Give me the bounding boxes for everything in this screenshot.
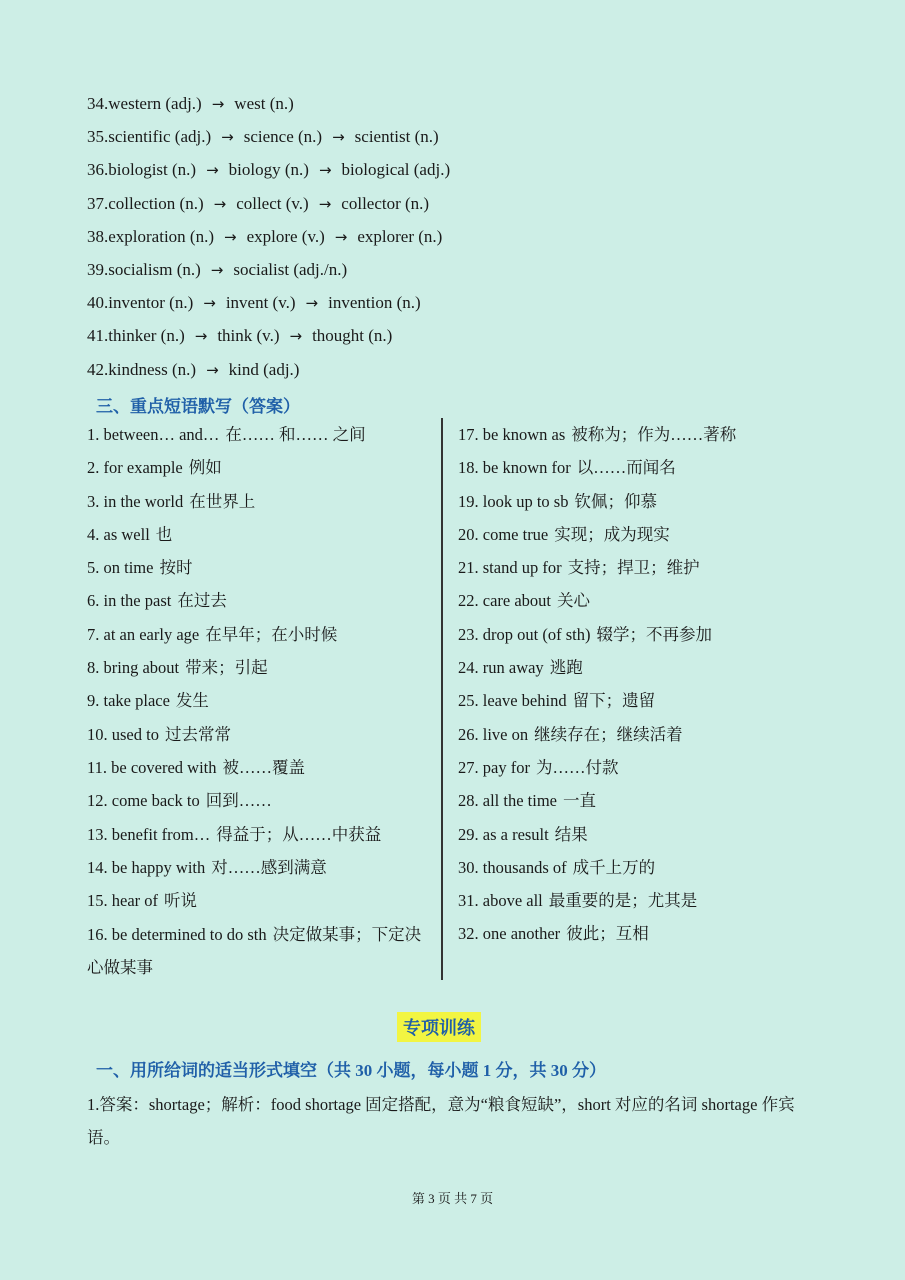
phrase-chinese: 留下；遗留 <box>572 691 656 711</box>
phrase-chinese: 决定做某事；下定决心做某事 <box>87 925 422 978</box>
word-form-term: thinker (n.) <box>108 326 185 346</box>
phrase-english: 1. between… and… <box>87 425 220 444</box>
word-form-term: socialism (n.) <box>108 260 201 279</box>
word-form-number: 40. <box>87 293 109 313</box>
arrow-icon: → <box>332 128 345 147</box>
arrow-icon: → <box>210 261 224 279</box>
arrow-icon: → <box>305 294 319 313</box>
phrase-english: 23. drop out (of sth) <box>458 624 591 644</box>
phrase-item <box>87 691 432 724</box>
phrase-item <box>458 492 878 525</box>
phrase-chinese: 一直 <box>562 791 596 811</box>
phrase-item <box>458 725 878 758</box>
phrase-chinese: 以……而闻名 <box>576 458 676 478</box>
word-form-term: scientific (adj.) <box>108 127 212 147</box>
phrase-chinese: 听说 <box>164 891 198 911</box>
exercise-section-title: 一、用所给词的适当形式填空（共 30 小题，每小题 1 分，共 30 分） <box>96 1061 606 1080</box>
word-form-term: collector (n.) <box>341 193 430 213</box>
phrase-item <box>458 625 878 658</box>
phrase-english: 8. bring about <box>87 658 180 678</box>
phrase-english: 9. take place <box>87 691 170 711</box>
phrase-chinese: 过去常常 <box>164 724 231 744</box>
phrase-english: 14. be happy with <box>87 857 206 877</box>
phrase-chinese: 彼此；互相 <box>566 924 649 944</box>
phrase-chinese: 结果 <box>554 824 588 844</box>
phrase-chinese: 为……付款 <box>535 757 619 777</box>
word-form-term: inventor (n.) <box>108 293 194 313</box>
section-title-key-phrases: 三、重点短语默写（答案） <box>96 397 300 416</box>
phrase-item <box>87 591 432 624</box>
phrase-chinese: 继续存在；继续活着 <box>534 724 683 744</box>
word-form-number: 34. <box>87 94 109 113</box>
phrase-english: 28. all the time <box>458 791 557 811</box>
phrase-item <box>458 458 878 491</box>
word-form-number: 41. <box>87 326 109 346</box>
phrase-english: 24. run away <box>458 658 544 678</box>
page-footer: 第 3 页 共 7 页 <box>411 1191 494 1206</box>
phrase-chinese: 钦佩；仰慕 <box>574 491 657 511</box>
phrase-chinese: 按时 <box>159 558 193 578</box>
phrase-english: 4. as well <box>87 524 150 544</box>
word-form-line <box>87 360 299 380</box>
word-form-term: biology (n.) <box>228 160 309 180</box>
phrases-left-column <box>87 425 432 984</box>
word-form-term: kindness (n.) <box>108 359 197 379</box>
phrase-item <box>87 918 432 984</box>
word-form-line <box>87 260 347 280</box>
phrase-chinese: 成千上万的 <box>572 857 656 877</box>
phrase-item <box>87 558 432 591</box>
word-form-line <box>87 227 442 247</box>
arrow-icon: → <box>206 360 219 379</box>
word-form-term: west (n.) <box>234 94 294 113</box>
word-form-line <box>87 293 421 313</box>
phrase-chinese: 发生 <box>175 691 209 711</box>
phrase-english: 13. benefit from… <box>87 824 211 844</box>
phrase-item <box>458 558 878 591</box>
phrase-english: 30. thousands of <box>458 857 567 877</box>
phrase-item <box>458 825 878 858</box>
phrase-english: 15. hear of <box>87 891 159 911</box>
phrase-chinese: 对……感到满意 <box>211 857 327 877</box>
phrase-chinese: 在…… 和…… 之间 <box>225 425 366 444</box>
phrase-english: 12. come back to <box>87 791 200 811</box>
phrase-chinese: 辍学；不再参加 <box>596 624 712 644</box>
word-form-term: kind (adj.) <box>228 359 300 379</box>
phrase-item <box>458 891 878 924</box>
phrase-item <box>87 525 432 558</box>
word-form-term: socialist (adj./n.) <box>233 260 348 279</box>
phrase-chinese: 在过去 <box>177 591 227 611</box>
arrow-icon: → <box>194 327 208 346</box>
phrase-chinese: 在早年；在小时候 <box>205 624 338 644</box>
word-form-line <box>87 194 429 214</box>
phrase-item <box>87 725 432 758</box>
phrase-item <box>87 825 432 858</box>
word-form-term: scientist (n.) <box>354 127 439 147</box>
arrow-icon: → <box>213 194 227 213</box>
word-form-term: think (v.) <box>217 326 280 346</box>
phrase-chinese: 关心 <box>557 591 590 611</box>
arrow-icon: → <box>206 161 219 180</box>
phrase-english: 26. live on <box>458 724 529 744</box>
phrase-english: 27. pay for <box>458 757 530 777</box>
arrow-icon: → <box>211 95 225 113</box>
phrase-item <box>87 658 432 691</box>
phrase-item <box>458 758 878 791</box>
phrase-item <box>87 758 432 791</box>
phrase-english: 10. used to <box>87 724 159 744</box>
word-form-number: 37. <box>87 193 109 213</box>
arrow-icon: → <box>221 128 234 147</box>
phrase-chinese: 支持；捍卫；维护 <box>567 558 700 578</box>
phrase-english: 17. be known as <box>458 425 566 444</box>
word-form-term: invention (n.) <box>328 293 421 313</box>
phrase-english: 5. on time <box>87 558 154 578</box>
word-form-term: western (adj.) <box>108 94 202 113</box>
phrase-item <box>458 525 878 558</box>
word-form-term: collection (n.) <box>108 193 204 213</box>
phrase-chinese: 在世界上 <box>189 491 256 511</box>
phrase-chinese: 最重要的是；尤其是 <box>548 891 698 911</box>
answer-1: 1.答案：shortage；解析：food shortage 固定搭配，意为“粮食短缺”，short 对应的名词 shortage 作宾语。 <box>87 1095 795 1147</box>
phrase-item <box>87 425 432 458</box>
word-form-term: science (n.) <box>243 127 323 147</box>
phrase-item <box>87 492 432 525</box>
phrase-english: 19. look up to sb <box>458 491 569 511</box>
phrase-english: 6. in the past <box>87 591 172 611</box>
word-form-line <box>87 326 392 346</box>
word-form-term: biologist (n.) <box>108 160 197 180</box>
phrase-chinese: 得益于；从……中获益 <box>216 824 382 844</box>
special-training-banner: 专项训练 <box>397 1012 481 1042</box>
phrase-item <box>458 691 878 724</box>
word-form-term: collect (v.) <box>236 193 309 213</box>
phrase-item <box>458 591 878 624</box>
phrase-english: 20. come true <box>458 524 549 544</box>
word-form-term: explorer (n.) <box>357 226 443 246</box>
phrase-english: 22. care about <box>458 591 551 611</box>
word-form-term: explore (v.) <box>246 226 325 246</box>
phrases-right-column <box>458 425 878 958</box>
arrow-icon: → <box>224 227 237 246</box>
phrase-item <box>458 791 878 824</box>
word-form-number: 36. <box>87 160 109 180</box>
phrase-chinese: 被……覆盖 <box>222 757 306 777</box>
arrow-icon: → <box>318 161 332 180</box>
phrase-english: 21. stand up for <box>458 558 562 578</box>
arrow-icon: → <box>334 227 348 246</box>
word-form-number: 42. <box>87 359 109 379</box>
phrase-english: 2. for example <box>87 458 183 478</box>
phrase-english: 31. above all <box>458 891 543 911</box>
phrase-english: 11. be covered with <box>87 757 217 777</box>
phrase-item <box>87 791 432 824</box>
phrase-item <box>458 924 878 957</box>
phrase-chinese: 逃跑 <box>549 658 583 678</box>
word-form-number: 35. <box>87 127 109 147</box>
phrase-item <box>458 858 878 891</box>
phrase-chinese: 带来；引起 <box>185 658 268 678</box>
word-form-line <box>87 127 439 147</box>
arrow-icon: → <box>203 294 216 313</box>
arrow-icon: → <box>289 327 303 346</box>
word-form-number: 38. <box>87 226 109 246</box>
phrase-chinese: 被称为；作为……著称 <box>571 425 737 444</box>
phrase-english: 7. at an early age <box>87 624 200 644</box>
phrase-item <box>87 625 432 658</box>
phrase-english: 18. be known for <box>458 458 571 478</box>
word-form-line <box>87 94 294 114</box>
phrase-chinese: 回到…… <box>205 791 272 811</box>
phrase-chinese: 实现；成为现实 <box>554 524 670 544</box>
phrase-english: 32. one another <box>458 924 561 944</box>
phrase-english: 16. be determined to do sth <box>87 925 267 945</box>
phrase-item <box>87 458 432 491</box>
phrase-english: 25. leave behind <box>458 691 567 711</box>
phrase-chinese: 也 <box>155 524 173 544</box>
word-form-line <box>87 160 450 180</box>
word-form-term: biological (adj.) <box>341 160 451 180</box>
phrase-item <box>458 425 878 458</box>
word-form-number: 39. <box>87 260 109 279</box>
phrase-english: 29. as a result <box>458 824 549 844</box>
word-form-term: invent (v.) <box>225 293 296 313</box>
arrow-icon: → <box>318 194 332 213</box>
phrase-english: 3. in the world <box>87 491 184 511</box>
phrase-chinese: 例如 <box>188 458 222 478</box>
column-divider <box>441 418 443 980</box>
phrase-item <box>458 658 878 691</box>
word-form-term: thought (n.) <box>312 326 393 346</box>
word-form-term: exploration (n.) <box>108 226 214 246</box>
phrase-item <box>87 858 432 891</box>
